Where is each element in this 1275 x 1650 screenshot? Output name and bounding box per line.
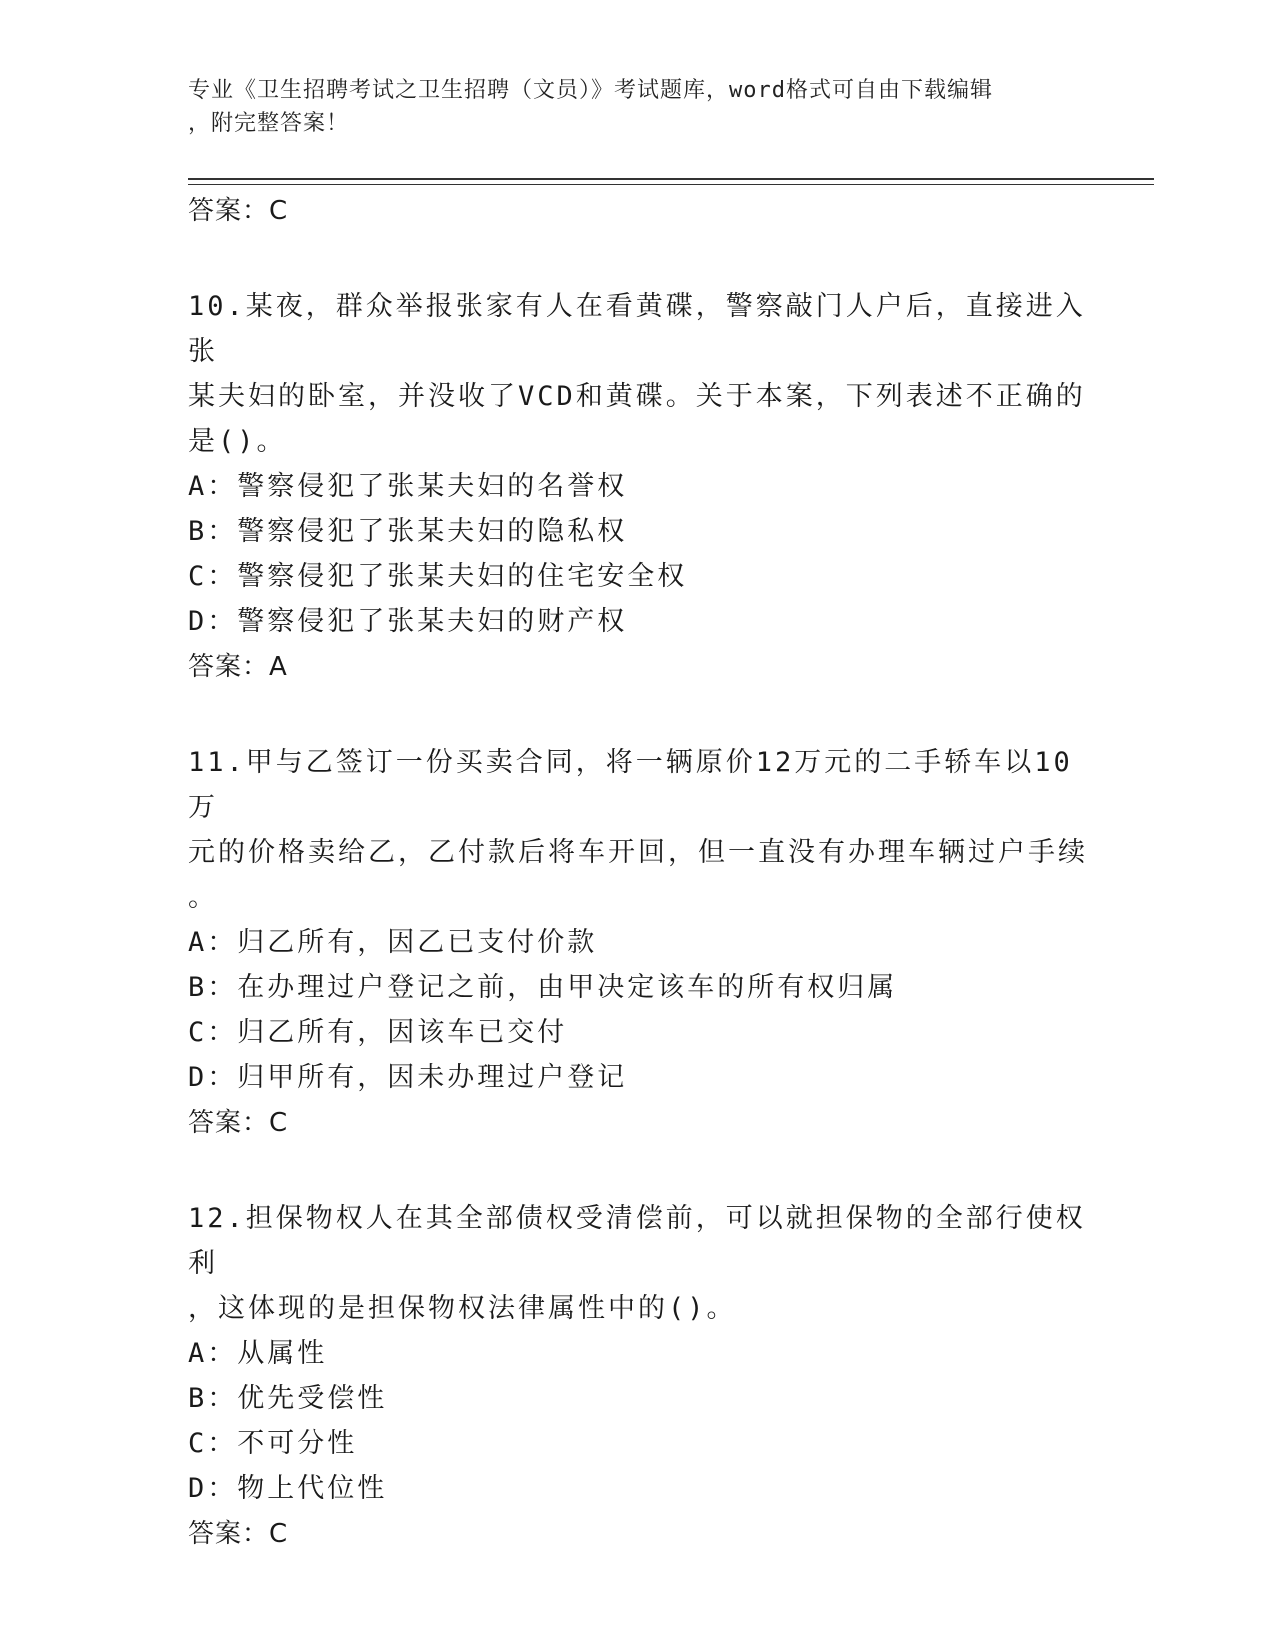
header-divider-thick [188,178,1154,180]
answer-line: 答案：C [188,1108,289,1138]
question-list [188,188,1088,1557]
question-stem-line: 某夫妇的卧室，并没收了VCD和黄碟。关于本案，下列表述不正确的 [188,381,1086,412]
question-stem-line: ，这体现的是担保物权法律属性中的()。 [188,1293,737,1324]
question-10 [188,284,1088,690]
question-stem-line: 是()。 [188,426,287,457]
header-line-2: ，附完整答案！ [188,111,350,136]
option-b: B：在办理过户登记之前，由甲决定该车的所有权归属 [188,972,898,1003]
header-line-1: 专业《卫生招聘考试之卫生招聘（文员）》考试题库，word格式可自由下载编辑 [188,78,993,103]
option-c: C：警察侵犯了张某夫妇的住宅安全权 [188,561,688,592]
question-stem-line: 10.某夜，群众举报张家有人在看黄碟，警察敲门人户后，直接进入张 [188,291,1086,367]
header-divider-thin [188,184,1154,185]
option-c: C：归乙所有，因该车已交付 [188,1017,568,1048]
answer-line: 答案：A [188,652,288,682]
option-c: C：不可分性 [188,1428,358,1459]
question-stem-line: 12.担保物权人在其全部债权受清偿前，可以就担保物的全部行使权利 [188,1203,1086,1279]
option-b: B：优先受偿性 [188,1383,388,1414]
option-d: D：物上代位性 [188,1473,388,1504]
question-12 [188,1196,1088,1557]
question-stem-line: 。 [188,882,218,913]
option-a: A：归乙所有，因乙已支付价款 [188,927,598,958]
option-d: D：归甲所有，因未办理过户登记 [188,1062,628,1093]
answer-line: 答案：C [188,196,289,226]
question-stem-line: 11.甲与乙签订一份买卖合同，将一辆原价12万元的二手轿车以10万 [188,747,1073,823]
question-11 [188,740,1088,1146]
option-a: A：从属性 [188,1338,328,1369]
page-header [188,74,1088,140]
answer-line: 答案：C [188,1519,289,1549]
option-b: B：警察侵犯了张某夫妇的隐私权 [188,516,628,547]
option-a: A：警察侵犯了张某夫妇的名誉权 [188,471,628,502]
option-d: D：警察侵犯了张某夫妇的财产权 [188,606,628,637]
question-stem-line: 元的价格卖给乙，乙付款后将车开回，但一直没有办理车辆过户手续 [188,837,1088,868]
